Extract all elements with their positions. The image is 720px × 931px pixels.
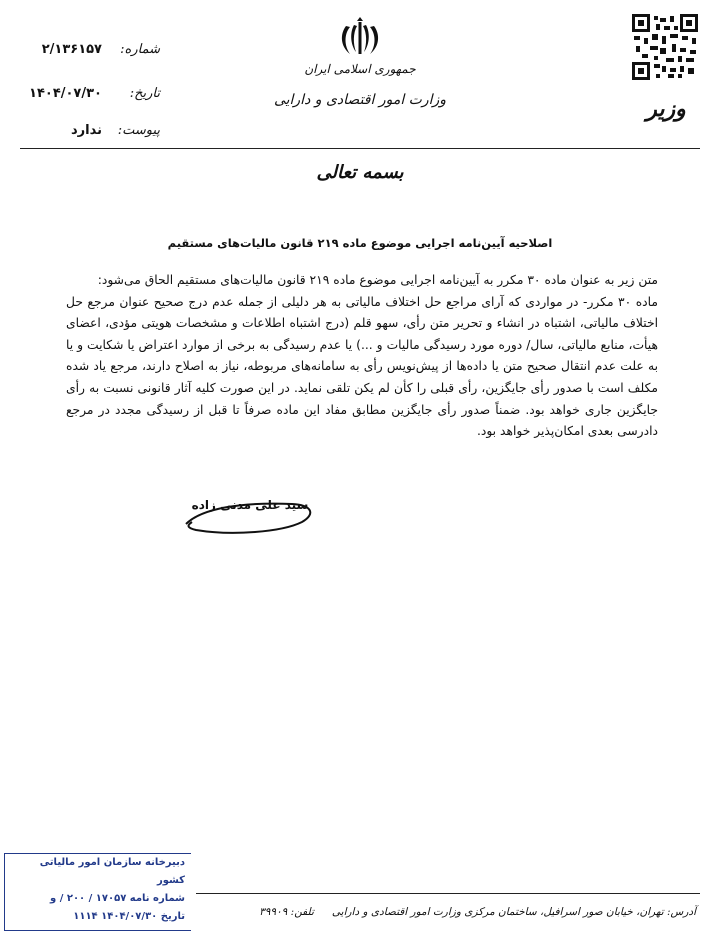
qr-code-icon (632, 14, 698, 80)
document-title: اصلاحیه آیین‌نامه اجرایی موضوع ماده ۲۱۹ قانون مالیات‌های مستقیم (167, 236, 553, 250)
stamp-line2: شماره نامه ۱۷۰۵۷ / ۲۰۰ / و (50, 893, 185, 904)
footer-address: آدرس: تهران، خیابان صور اسرافیل، ساختمان مرکزی وزارت امور اقتصادی و دارایی (331, 906, 696, 918)
header-divider (20, 148, 700, 149)
stamp-line1: دبیرخانه سازمان امور مالیاتی کشور (39, 857, 185, 886)
stamp-line3: تاریخ ۱۴۰۴/۰۷/۳۰ ۱۱۱۴ (73, 911, 185, 922)
date-value: ۱۴۰۴/۰۷/۳۰ (29, 86, 102, 101)
minister-title: وزیر (646, 96, 686, 122)
registry-stamp (4, 853, 191, 931)
date-label: تاریخ: (129, 86, 160, 101)
footer (196, 906, 696, 918)
article-paragraph: ماده ۳۰ مکرر- در مواردی که آرای مراجع حل اختلاف مالیاتی به هر دلیلی از جمله عدم درج صحیح عنوان مرجع حل اختلاف مالیاتی، اشتباه در انشاء و تحریر متن رأی، سهو قلم (درج اشتباه اطلاعات و مشخصات هویتی مؤدی، اعضای هیأت، منابع مالیاتی، سال/ دوره مورد رسیدگی مالیات و ...) یا عدم رسیدگی به برخی از موارد اعتراض یا شکایت و یا به علت عدم انتقال صحیح متن یا داده‌ها از پیش‌نویس رأی به سامانه‌های مربوطه، نیاز به اصلاح دارند، مرجع یاد شده مکلف است با صدور رأی جایگزین، رأی قبلی را کأن لم یکن تلقی نماید. در این صورت کلیه آثار قانونی نسبت به رأی جایگزین جاری خواهد بود. ضمناً صدور رأی جایگزین مطابق مفاد این ماده صرفاً تا قبل از رسیدگی مجدد در مرجع دادرسی بعدی امکان‌پذیر خواهد بود. (66, 294, 658, 439)
org-name-line1: جمهوری اسلامی ایران (304, 62, 416, 76)
document-body (66, 270, 658, 443)
org-name-line2: وزارت امور اقتصادی و دارایی (273, 92, 447, 108)
intro-paragraph: متن زیر به عنوان ماده ۳۰ مکرر به آیین‌نامه اجرایی موضوع ماده ۲۱۹ قانون مالیات‌های مستقیم الحاق می‌شود: (97, 273, 658, 287)
number-value: ۲/۱۳۶۱۵۷ (41, 42, 102, 57)
basmala: بسمه تعالی (316, 162, 404, 183)
footer-phone: تلفن: ۳۹۹۰۹ (259, 906, 314, 918)
number-row (42, 42, 160, 57)
attachment-row (71, 123, 160, 138)
footer-divider (196, 893, 700, 894)
signature (182, 496, 318, 542)
signature-name: سید علی مدنی زاده (191, 498, 309, 512)
date-row (29, 86, 160, 101)
iran-emblem-icon (338, 16, 382, 60)
number-label: شماره: (120, 42, 160, 57)
attachment-label: پیوست: (117, 123, 160, 138)
attachment-value: ندارد (70, 123, 102, 138)
